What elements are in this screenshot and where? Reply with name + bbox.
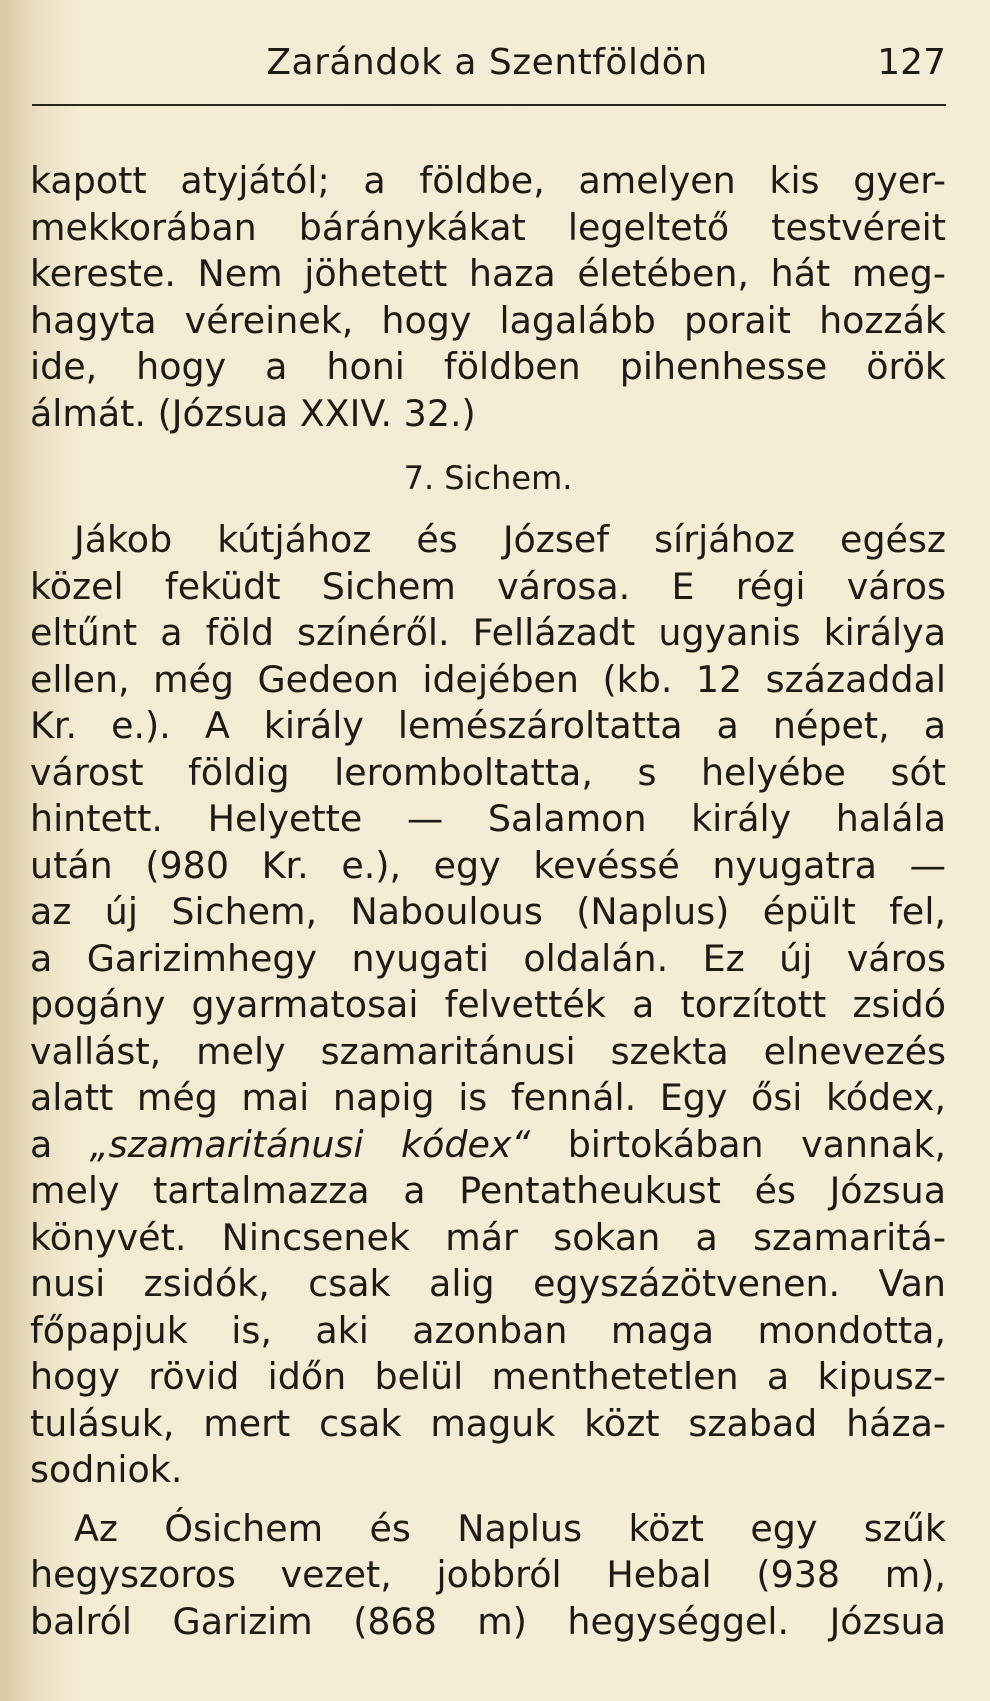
- text-line: várost földig leromboltatta, s helyébe sót: [30, 750, 946, 794]
- text-line: sodniok.: [30, 1448, 183, 1491]
- text-line: hegyszoros vezet, jobbról Hebal (938 m),: [30, 1553, 946, 1596]
- text-line: ellen, még Gedeon idejében (kb. 12 századdal: [30, 657, 946, 701]
- text-line: Az Ósichem és Naplus közt egy szűk: [74, 1506, 946, 1550]
- text-line: tulásuk, mert csak maguk közt szabad háza-: [30, 1401, 946, 1445]
- codex-line: [30, 1122, 946, 1169]
- text-line: kapott atyjától; a földbe, amelyen kis gyer-: [30, 159, 946, 202]
- text-line: álmát. (Józsua XXIV. 32.): [30, 391, 476, 435]
- codex-line-post: birtokában vannak,: [530, 1122, 946, 1166]
- text-line: ide, hogy a honi földben pihenhesse örök: [30, 345, 946, 388]
- text-line: nusi zsidók, csak alig egyszázötvenen. Van: [30, 1262, 946, 1305]
- text-line: eltűnt a föld színéről. Fellázadt ugyanis királya: [30, 611, 946, 654]
- text-line: alatt még mai napig is fennál. Egy ősi kódex,: [30, 1076, 946, 1119]
- running-head: [28, 42, 946, 98]
- text-line: után (980 Kr. e.), egy kevéssé nyugatra —: [30, 843, 946, 887]
- page-number: 127: [877, 42, 946, 83]
- text-line: vallást, mely szamaritánusi szekta elnevezés: [30, 1029, 946, 1073]
- text-line: pogány gyarmatosai felvették a torzított zsidó: [30, 983, 946, 1026]
- text-line: közel feküdt Sichem városa. E régi város: [30, 564, 946, 608]
- text-line: főpapjuk is, aki azonban maga mondotta,: [30, 1308, 946, 1352]
- text-line: balról Garizim (868 m) hegységgel. Józsua: [30, 1599, 946, 1643]
- text-line: kereste. Nem jöhetett haza életében, hát meg-: [30, 252, 946, 295]
- text-line: az új Sichem, Naboulous (Naplus) épült fel,: [30, 890, 946, 933]
- text-line: Jákob kútjához és József sírjához egész: [74, 518, 946, 561]
- text-line: mekkorában báránykákat legeltető testvéreit: [30, 205, 946, 249]
- section-heading: 7. Sichem.: [403, 459, 573, 497]
- text-line: hagyta véreinek, hogy lagalább porait hozzák: [30, 298, 946, 342]
- section-paragraph: [30, 517, 946, 1494]
- running-title: Zarándok a Szentföldön: [266, 42, 708, 83]
- text-line: Kr. e.). A király lemészároltatta a népet, a: [30, 704, 946, 747]
- text-line: mely tartalmazza a Pentatheukust és Józsua: [30, 1169, 946, 1212]
- final-paragraph: [30, 1506, 946, 1646]
- page-body: [30, 158, 946, 1645]
- text-line: hintett. Helyette — Salamon király halála: [30, 797, 946, 840]
- text-line: hogy rövid időn belül menthetetlen a kipusz-: [30, 1355, 946, 1398]
- codex-line-pre: a: [30, 1122, 90, 1166]
- header-rule: [32, 104, 946, 106]
- text-line: könyvét. Nincsenek már sokan a szamaritá-: [30, 1215, 946, 1259]
- paragraph-gap: [30, 1494, 946, 1506]
- continuation-paragraph: [30, 158, 946, 437]
- text-line: a Garizimhegy nyugati oldalán. Ez új város: [30, 936, 946, 980]
- codex-title-italic: „szamaritánusi kódex“: [89, 1122, 531, 1166]
